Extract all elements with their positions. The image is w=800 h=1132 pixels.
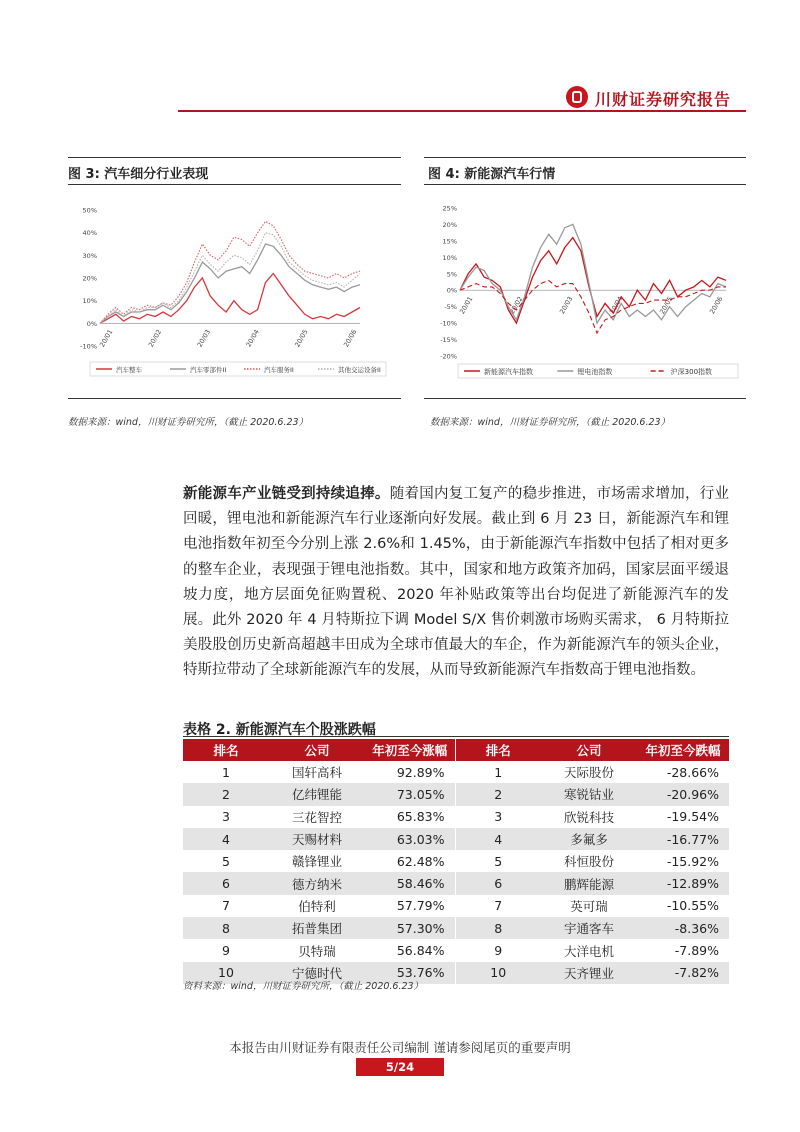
row-rank: 10 — [183, 962, 269, 984]
row-company: 赣锋锂业 — [291, 854, 342, 870]
x-tick-label: 20/06 — [342, 328, 359, 349]
row-loss: -7.89% — [674, 943, 719, 959]
y-tick-label: 15% — [442, 237, 457, 246]
row-rank: 2 — [183, 783, 269, 805]
table-row — [183, 917, 729, 939]
y-tick-label: -10% — [80, 342, 97, 351]
table-row — [183, 828, 729, 850]
table-source: 资料来源：wind，川财证券研究所，（截止 2020.6.23） — [183, 981, 424, 992]
row-rank: 1 — [455, 761, 541, 783]
row-gain: 57.30% — [365, 917, 455, 939]
row-rank: 5 — [455, 850, 541, 872]
row-company: 多氟多 — [541, 828, 637, 850]
row-gain: 56.84% — [396, 943, 445, 959]
table-row — [183, 806, 729, 828]
y-tick-label: 40% — [82, 229, 97, 238]
figure4-title-rule — [424, 184, 746, 185]
y-tick-label: 0% — [86, 319, 97, 328]
x-tick-label: 20/04 — [244, 328, 261, 349]
brand-title: 川财证券研究报告 — [595, 90, 732, 109]
y-tick-label: -20% — [440, 352, 457, 361]
table-title-rule — [183, 736, 729, 737]
row-company: 国轩高科 — [291, 765, 342, 781]
row-rank: 4 — [183, 828, 269, 850]
table-row — [183, 850, 729, 872]
row-company: 英可瑞 — [570, 898, 608, 914]
row-company: 贝特瑞 — [298, 943, 336, 959]
y-tick-label: 20% — [82, 274, 97, 283]
row-gain: 63.03% — [365, 828, 455, 850]
figure3-top-rule — [68, 157, 401, 158]
row-rank: 7 — [222, 898, 230, 914]
row-rank: 9 — [222, 943, 230, 959]
table-row — [183, 761, 729, 783]
row-company: 宇通客车 — [541, 917, 637, 939]
row-loss: -10.55% — [666, 898, 719, 914]
row-company: 亿纬锂能 — [269, 783, 365, 805]
row-company: 宁德时代 — [269, 962, 365, 984]
row-rank: 7 — [455, 895, 541, 917]
header-rank: 排名 — [183, 739, 269, 761]
row-rank: 8 — [455, 917, 541, 939]
row-loss: -8.36% — [637, 917, 729, 939]
row-rank: 5 — [222, 853, 230, 869]
x-tick-label: 20/03 — [195, 328, 213, 349]
row-gain: 73.05% — [365, 783, 455, 805]
figure4-top-rule — [424, 157, 746, 158]
row-rank: 6 — [455, 872, 541, 894]
row-gain: 65.83% — [396, 809, 445, 825]
row-loss: -15.92% — [666, 853, 719, 869]
table-title: 表格 2. 新能源汽车个股涨跌幅 — [183, 722, 376, 738]
legend-label: 沪深300指数 — [670, 368, 713, 376]
series-line — [100, 221, 360, 323]
series-line — [460, 238, 726, 324]
y-tick-label: 20% — [442, 220, 457, 229]
table-row — [183, 939, 729, 961]
row-company: 天齐锂业 — [541, 962, 637, 984]
row-gain: 53.76% — [365, 962, 455, 984]
figure3-chart — [68, 196, 401, 386]
row-company: 天赐材料 — [269, 828, 365, 850]
row-company: 科恒股份 — [563, 854, 614, 870]
table-row — [183, 783, 729, 805]
row-company: 大洋电机 — [563, 943, 614, 959]
table-header-row — [183, 739, 729, 761]
y-tick-label: -15% — [440, 336, 457, 345]
legend-label: 新能源汽车指数 — [484, 368, 533, 376]
header-rank: 排名 — [455, 739, 541, 761]
row-rank: 4 — [455, 828, 541, 850]
row-rank: 10 — [455, 962, 541, 984]
x-tick-label: 20/02 — [508, 295, 525, 316]
row-rank: 9 — [455, 939, 541, 961]
row-rank: 8 — [183, 917, 269, 939]
figure3-source: 数据来源：wind，川财证券研究所，（截止 2020.6.23） — [68, 417, 309, 428]
row-rank: 3 — [455, 806, 541, 828]
y-tick-label: -5% — [444, 303, 457, 312]
company-logo-icon — [566, 86, 588, 108]
header-rule — [178, 110, 746, 112]
x-tick-label: 20/01 — [458, 295, 475, 316]
page-number: 5/24 — [356, 1058, 444, 1076]
y-tick-label: 5% — [446, 270, 457, 279]
figure3-title-rule — [68, 184, 401, 185]
row-gain: 57.79% — [396, 898, 445, 914]
y-tick-label: 10% — [82, 297, 97, 306]
paragraph-body: 随着国内复工复产的稳步推进，市场需求增加，行业回暖，锂电池和新能源汽车行业逐渐向好发展。截止到 6 月 23 日，新能源汽车和锂电池指数年初至今分别上涨 2.6%和 1.45%，由于新能源汽车指数中包括了相对更多的整车企业，表现强于锂电池指数。其中，国家和地方政策齐加码，国家层面平缓退坡力度，地方层面免征购置税、2020 年补贴政策等出台均促进了新能源汽车的发展。此外 2020 年 4 月特斯拉下调 Model S/X 售价刺激市场购买需求， 6 月特斯拉美股股创历史新高超越丰田成为全球市值最大的车企，作为新能源汽车的领头企业，特斯拉带动了全球新能源汽车的发展，从而导致新能源汽车指数高于锂电池指数。 — [183, 486, 730, 679]
x-tick-label: 20/05 — [658, 295, 675, 316]
row-company: 德方纳米 — [269, 872, 365, 894]
legend-label: 汽车整车 — [116, 366, 142, 374]
paragraph-lead: 新能源车产业链受到持续追捧。 — [183, 486, 390, 502]
row-rank: 2 — [455, 783, 541, 805]
row-loss: -20.96% — [637, 783, 729, 805]
row-rank: 1 — [222, 764, 230, 780]
figure3-title: 图 3: 汽车细分行业表现 — [68, 167, 209, 182]
y-tick-label: 25% — [442, 204, 457, 213]
legend-label: 其他交运设备II — [338, 366, 381, 374]
legend-label: 汽车服务II — [264, 366, 294, 374]
x-tick-label: 20/04 — [608, 295, 625, 316]
row-gain: 62.48% — [396, 853, 445, 869]
header-company: 公司 — [269, 739, 365, 761]
row-rank: 6 — [183, 872, 269, 894]
x-tick-label: 20/01 — [98, 328, 115, 349]
figure4-title: 图 4: 新能源汽车行情 — [428, 167, 556, 182]
table-row — [183, 872, 729, 894]
figure4-source: 数据来源：wind，川财证券研究所，（截止 2020.6.23） — [430, 417, 671, 428]
header-company: 公司 — [541, 739, 637, 761]
footer-disclaimer: 本报告由川财证券有限责任公司编制 谨请参阅尾页的重要声明 — [229, 1040, 571, 1055]
figure3-bottom-rule — [68, 398, 401, 399]
body-paragraph — [183, 482, 729, 684]
x-tick-label: 20/05 — [293, 328, 310, 349]
stock-change-table — [183, 739, 729, 984]
series-line — [100, 233, 360, 324]
row-rank: 3 — [222, 809, 230, 825]
row-gain: 58.46% — [365, 872, 455, 894]
row-loss: -19.54% — [666, 809, 719, 825]
row-loss: -28.66% — [666, 764, 719, 780]
legend-label: 汽车零部件II — [190, 366, 227, 374]
row-company: 拓普集团 — [269, 917, 365, 939]
row-company: 三花智控 — [291, 809, 342, 825]
x-tick-label: 20/02 — [146, 328, 164, 349]
row-company: 天际股份 — [563, 765, 614, 781]
x-tick-label: 20/03 — [558, 295, 575, 316]
row-company: 鹏辉能源 — [541, 872, 637, 894]
y-tick-label: -10% — [440, 319, 457, 328]
y-tick-label: 0% — [446, 286, 457, 295]
row-gain: 92.89% — [396, 764, 445, 780]
figure4-bottom-rule — [424, 398, 746, 399]
legend-label: 锂电池指数 — [577, 368, 613, 376]
row-company: 寒锐钴业 — [541, 783, 637, 805]
figure4-chart — [424, 196, 746, 386]
x-tick-label: 20/06 — [708, 295, 725, 316]
y-tick-label: 50% — [82, 206, 97, 215]
header-loss: 年初至今跌幅 — [637, 739, 729, 761]
row-loss: -7.82% — [637, 962, 729, 984]
series-line — [460, 224, 726, 323]
table-row — [183, 895, 729, 917]
y-tick-label: 30% — [82, 251, 97, 260]
y-tick-label: 10% — [442, 253, 457, 262]
row-company: 欣锐科技 — [563, 809, 614, 825]
row-loss: -16.77% — [637, 828, 729, 850]
row-loss: -12.89% — [637, 872, 729, 894]
row-company: 伯特利 — [298, 898, 336, 914]
series-line — [100, 274, 360, 324]
header-gain: 年初至今涨幅 — [365, 739, 455, 761]
